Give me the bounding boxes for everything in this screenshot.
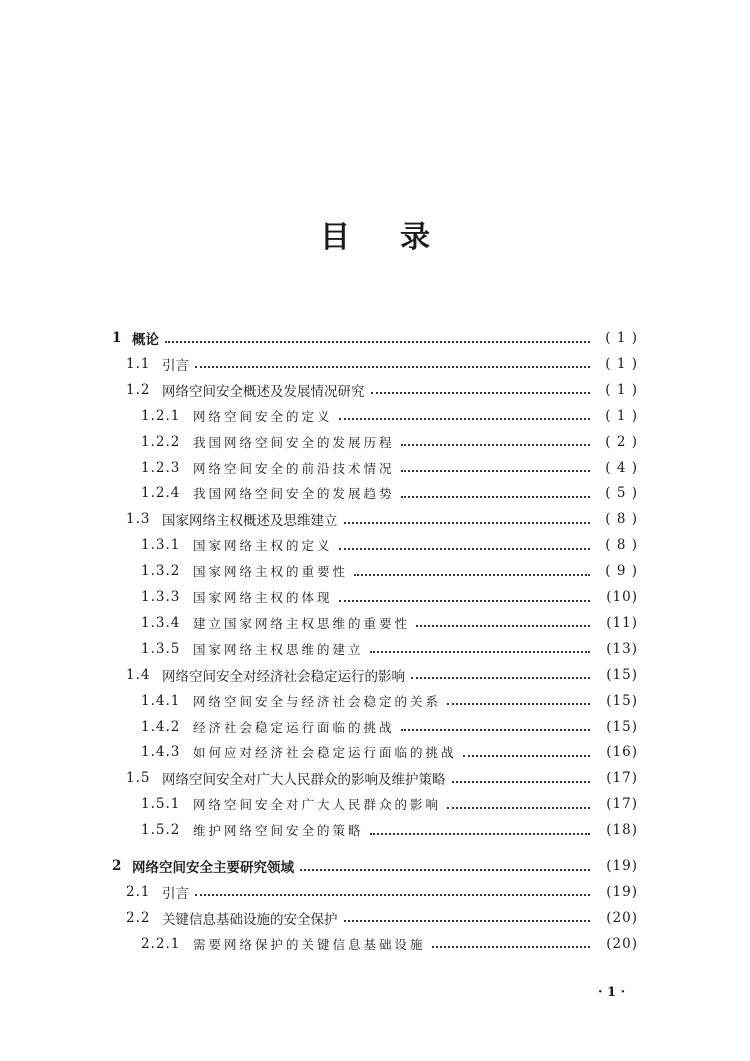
toc-entry-title: 需要网络保护的关键信息基础设施 <box>193 936 426 952</box>
toc-entry-heading <box>126 768 446 788</box>
toc-entry[interactable] <box>0 455 750 481</box>
toc-entry-heading <box>141 433 395 451</box>
dot-leader <box>339 547 590 550</box>
toc-entry[interactable] <box>0 931 750 957</box>
toc-entry-heading <box>141 536 333 554</box>
toc-entry-page: ( 9 ) <box>605 563 638 580</box>
toc-entry-heading <box>141 935 426 953</box>
toc-entry-page: (10) <box>606 589 638 605</box>
toc-entry-number: 1.4.3 <box>141 744 181 761</box>
toc-entry-page: (19) <box>606 858 638 874</box>
toc-entry[interactable] <box>0 584 750 610</box>
toc-entry-heading <box>126 509 338 529</box>
toc-entry[interactable] <box>0 791 750 817</box>
toc-entry-title: 国家网络主权的定义 <box>193 538 333 554</box>
dot-leader <box>401 469 590 472</box>
toc-entry[interactable] <box>0 506 750 532</box>
toc-entry-number: 1.4 <box>126 666 151 683</box>
toc-entry-heading <box>141 718 395 736</box>
toc-entry-number: 1 <box>112 330 123 346</box>
toc-entry-number: 2.1 <box>126 883 151 900</box>
toc-entry-number: 1.2 <box>126 381 151 398</box>
dot-leader <box>354 573 590 576</box>
toc-entry-page: ( 1 ) <box>605 355 638 372</box>
toc-entry[interactable] <box>0 532 750 558</box>
toc-entry-number: 1.3.5 <box>141 640 181 657</box>
toc-entry-title: 网络空间安全对经济社会稳定运行的影响 <box>162 668 405 685</box>
toc-entry-number: 1.2.2 <box>141 433 181 450</box>
dot-leader <box>447 702 590 705</box>
toc-entry-title: 建立国家网络主权思维的重要性 <box>193 615 411 631</box>
toc-entry-heading <box>141 821 364 839</box>
toc-entry-title: 网络空间安全对广大人民群众的影响 <box>193 797 442 813</box>
toc-entry-heading <box>141 588 333 606</box>
toc-entry-title: 经济社会稳定运行面临的挑战 <box>193 719 395 735</box>
dot-leader <box>401 443 590 446</box>
toc-entry[interactable] <box>0 351 750 377</box>
toc-entry-page: (20) <box>606 909 638 926</box>
toc-entry-page: ( 4 ) <box>605 459 638 476</box>
dot-leader <box>463 754 590 757</box>
toc-entry[interactable] <box>0 879 750 905</box>
toc-entry-number: 1.4.2 <box>141 718 181 735</box>
dot-leader <box>416 624 590 627</box>
toc-entry-title: 维护网络空间安全的策略 <box>193 823 364 839</box>
toc-entry-page: ( 1 ) <box>605 381 638 398</box>
toc-entry-number: 1.3.3 <box>141 589 181 605</box>
toc-entry-heading <box>126 354 189 374</box>
toc-entry-title: 引言 <box>162 885 189 902</box>
page-number: · 1 · <box>598 985 626 1000</box>
dot-leader <box>432 945 590 948</box>
toc-entry-number: 1.1 <box>126 355 151 372</box>
dot-leader <box>344 521 591 524</box>
toc-entry-page: (17) <box>606 796 638 813</box>
toc-entry[interactable] <box>0 817 750 843</box>
toc-entry-title: 概论 <box>132 332 159 348</box>
toc-entry-page: (18) <box>606 822 638 839</box>
toc-entry-title: 我国网络空间安全的发展趋势 <box>193 486 395 502</box>
toc-entry-number: 2 <box>112 858 123 874</box>
dot-leader <box>339 599 590 602</box>
toc-entry-title: 国家网络主权概述及思维建立 <box>162 513 338 530</box>
toc-entry-number: 1.2.1 <box>141 407 181 424</box>
toc-entry-heading <box>126 665 405 685</box>
toc-entry-heading <box>141 562 348 580</box>
toc-entry-heading <box>141 459 395 477</box>
toc-entry[interactable] <box>0 688 750 714</box>
toc-entry[interactable] <box>0 714 750 740</box>
toc-entry-heading <box>141 614 410 632</box>
toc-entry-page: (20) <box>606 935 638 952</box>
toc-entry-number: 1.5.2 <box>141 822 181 839</box>
toc-entry-title: 国家网络主权的重要性 <box>193 564 349 580</box>
toc-entry-heading <box>126 882 189 902</box>
toc-entry-page: ( 2 ) <box>605 433 638 450</box>
toc-entry-page: (13) <box>606 640 638 657</box>
dot-leader <box>195 893 590 896</box>
toc-entry-heading <box>141 692 441 710</box>
toc-entry-number: 1.4.1 <box>141 692 181 709</box>
toc-entry-heading <box>141 795 441 813</box>
toc-entry-title: 如何应对经济社会稳定运行面临的挑战 <box>193 745 457 761</box>
toc-entry-page: (17) <box>606 770 638 787</box>
toc-entry-number: 1.3.1 <box>141 537 181 554</box>
toc-entry-title: 国家网络主权思维的建立 <box>193 641 364 657</box>
toc-entry-number: 2.2.1 <box>141 935 181 952</box>
toc-entry[interactable] <box>0 636 750 662</box>
dot-leader <box>165 340 590 343</box>
toc-entry-title: 引言 <box>162 357 189 374</box>
toc-entry-page: (11) <box>606 614 638 631</box>
toc-entry-title: 网络空间安全对广大人民群众的影响及维护策略 <box>162 772 446 789</box>
toc-entry-page: (16) <box>606 744 638 761</box>
toc-entry[interactable] <box>0 610 750 636</box>
toc-entry[interactable] <box>0 403 750 429</box>
toc-entry-title: 网络空间安全的前沿技术情况 <box>193 460 395 476</box>
dot-leader <box>401 495 590 498</box>
dot-leader <box>300 868 590 871</box>
toc-entry[interactable] <box>0 429 750 455</box>
toc-entry-title: 网络空间安全概述及发展情况研究 <box>162 383 365 400</box>
toc-entry-heading <box>141 407 333 425</box>
toc-entry-heading <box>126 908 338 928</box>
toc-entry-page: ( 8 ) <box>605 537 638 554</box>
toc-entry-number: 1.2.4 <box>141 485 181 502</box>
dot-leader <box>370 832 590 835</box>
toc-entry-page: (15) <box>606 692 638 709</box>
dot-leader <box>195 365 590 368</box>
toc-entry-page: ( 8 ) <box>605 511 638 528</box>
toc-entry-title: 国家网络主权的体现 <box>193 590 333 605</box>
toc-entry-heading <box>112 328 159 348</box>
toc-entry-number: 1.2.3 <box>141 459 181 476</box>
toc-entry[interactable] <box>0 325 750 351</box>
toc-entry[interactable] <box>0 558 750 584</box>
dot-leader <box>411 676 590 679</box>
toc-entry-title: 网络空间安全与经济社会稳定的关系 <box>193 693 442 709</box>
dot-leader <box>371 391 591 394</box>
toc-entry[interactable] <box>0 765 750 791</box>
dot-leader <box>344 919 591 922</box>
toc-entry-number: 1.3.2 <box>141 563 181 580</box>
toc-entry-heading <box>141 640 364 658</box>
toc-entry-title: 网络空间安全的定义 <box>193 408 333 424</box>
toc-entry[interactable] <box>0 662 750 688</box>
toc-entry-heading <box>112 856 294 876</box>
toc-entry-title: 关键信息基础设施的安全保护 <box>162 911 338 928</box>
toc-entry-number: 1.5.1 <box>141 796 181 813</box>
toc-entry-heading <box>141 484 395 502</box>
toc-entry-heading <box>126 380 365 400</box>
toc-entry-title: 我国网络空间安全的发展历程 <box>193 434 395 450</box>
dot-leader <box>339 417 590 420</box>
toc-entry-number: 1.3 <box>126 511 151 528</box>
toc-entry-number: 1.3.4 <box>141 614 181 631</box>
toc-entry-number: 1.5 <box>126 770 151 787</box>
dot-leader <box>452 780 591 783</box>
toc-entry-page: ( 1 ) <box>605 407 638 424</box>
dot-leader <box>401 728 590 731</box>
toc-entry-number: 2.2 <box>126 909 151 926</box>
page-title <box>0 212 750 256</box>
toc-entry-title: 网络空间安全主要研究领域 <box>132 860 294 876</box>
toc-entry-page: (19) <box>606 883 638 900</box>
toc-entry[interactable] <box>0 480 750 506</box>
toc-entry-heading <box>141 743 457 761</box>
title-char-2: 录 <box>400 220 430 255</box>
dot-leader <box>447 806 590 809</box>
toc-entry-page: (15) <box>606 718 638 735</box>
toc-entry[interactable] <box>0 905 750 931</box>
toc-entry-page: (15) <box>606 666 638 683</box>
toc-entry[interactable] <box>0 853 750 879</box>
toc-entry[interactable] <box>0 377 750 403</box>
toc-entry-page: ( 1 ) <box>605 330 638 346</box>
toc-entry-page: ( 5 ) <box>605 485 638 502</box>
dot-leader <box>370 650 590 653</box>
title-char-1: 目 <box>320 220 350 255</box>
toc-entry[interactable] <box>0 739 750 765</box>
